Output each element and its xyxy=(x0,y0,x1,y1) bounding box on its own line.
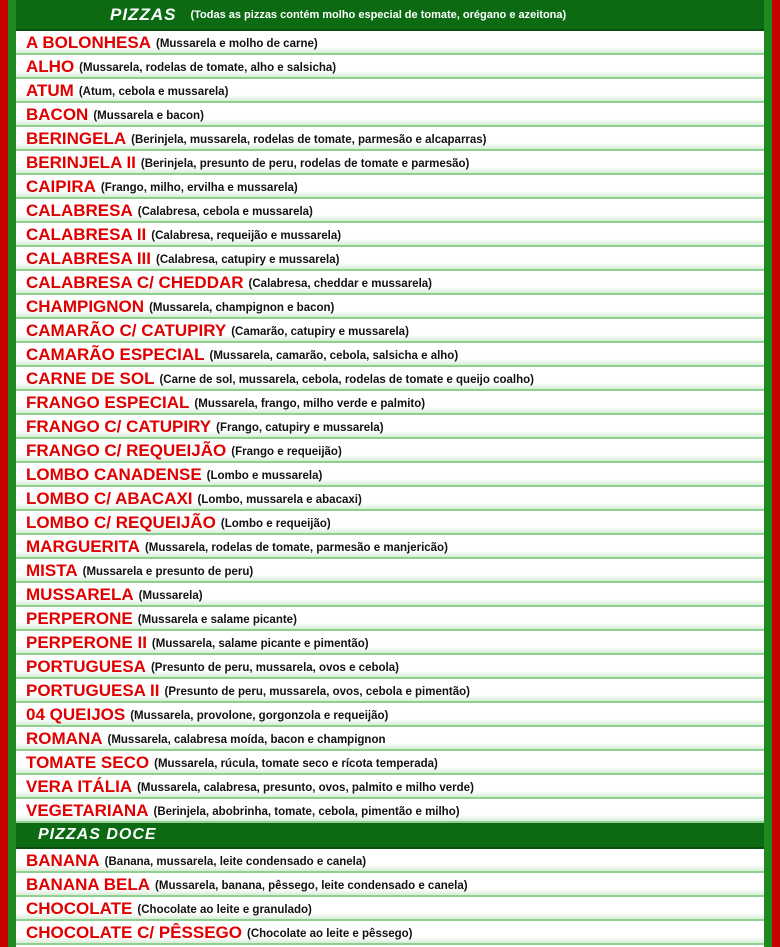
item-description: (Chocolate ao leite e granulado) xyxy=(137,904,312,916)
item-description: (Mussarela, salame picante e pimentão) xyxy=(151,638,369,650)
item-description: (Presunto de peru, mussarela, ovos e cebola) xyxy=(150,662,399,674)
menu-item xyxy=(16,465,764,487)
item-name: FRANGO C/ REQUEIJÃO xyxy=(26,441,227,460)
pizzas-header xyxy=(16,0,764,31)
item-description: (Frango, catupiry e mussarela) xyxy=(216,422,384,434)
item-description: (Mussarela e bacon) xyxy=(93,110,204,122)
menu-item xyxy=(16,489,764,511)
menu-item xyxy=(16,729,764,751)
item-name: VERA ITÁLIA xyxy=(26,777,133,796)
menu-item xyxy=(16,441,764,463)
item-description: (Atum, cebola e mussarela) xyxy=(78,86,229,98)
menu-item xyxy=(16,81,764,103)
item-description: (Calabresa, catupiry e mussarela) xyxy=(156,254,340,266)
menu-item xyxy=(16,369,764,391)
menu-item xyxy=(16,321,764,343)
menu-item xyxy=(16,297,764,319)
item-name: LOMBO C/ REQUEIJÃO xyxy=(26,513,216,532)
menu-item xyxy=(16,513,764,535)
item-name: CHOCOLATE C/ PÊSSEGO xyxy=(26,923,242,942)
item-name: ATUM xyxy=(26,81,74,100)
item-description: (Calabresa, requeijão e mussarela) xyxy=(151,230,342,242)
menu-item xyxy=(16,249,764,271)
item-description: (Mussarela, frango, milho verde e palmito) xyxy=(194,398,426,410)
item-name: BERINGELA xyxy=(26,129,127,148)
item-description: (Lombo, mussarela e abacaxi) xyxy=(197,494,362,506)
pizzas-doce-title: PIZZAS DOCE xyxy=(38,826,157,843)
item-name: PERPERONE II xyxy=(26,633,147,652)
item-name: MUSSARELA xyxy=(26,585,134,604)
menu-item xyxy=(16,585,764,607)
item-name: CAMARÃO C/ CATUPIRY xyxy=(26,321,227,340)
menu-item xyxy=(16,777,764,799)
menu-item xyxy=(16,177,764,199)
menu-item xyxy=(16,57,764,79)
menu-item xyxy=(16,393,764,415)
item-name: CALABRESA xyxy=(26,201,133,220)
item-name: FRANGO ESPECIAL xyxy=(26,393,190,412)
item-name: MARGUERITA xyxy=(26,537,140,556)
item-description: (Calabresa, cebola e mussarela) xyxy=(137,206,313,218)
item-name: PERPERONE xyxy=(26,609,133,628)
item-description: (Presunto de peru, mussarela, ovos, cebola e pimentão) xyxy=(164,686,470,698)
item-name: CARNE DE SOL xyxy=(26,369,155,388)
item-name: CHOCOLATE xyxy=(26,899,133,918)
item-description: (Frango e requeijão) xyxy=(231,446,342,458)
menu-item xyxy=(16,153,764,175)
item-name: MISTA xyxy=(26,561,78,580)
item-name: CALABRESA III xyxy=(26,249,151,268)
item-name: A BOLONHESA xyxy=(26,33,151,52)
item-description: (Mussarela, rodelas de tomate, alho e salsicha) xyxy=(79,62,337,74)
menu-item xyxy=(16,537,764,559)
item-description: (Lombo e mussarela) xyxy=(206,470,323,482)
item-description: (Mussarela e presunto de peru) xyxy=(82,566,254,578)
item-description: (Mussarela) xyxy=(138,590,203,602)
menu-item xyxy=(16,33,764,55)
item-description: (Mussarela, rúcula, tomate seco e rícota temperada) xyxy=(154,758,438,770)
item-name: ALHO xyxy=(26,57,75,76)
menu-item xyxy=(16,417,764,439)
menu-item xyxy=(16,201,764,223)
item-name: CAIPIRA xyxy=(26,177,96,196)
item-description: (Mussarela, calabresa moída, bacon e champignon xyxy=(107,734,386,746)
item-description: (Mussarela e salame picante) xyxy=(137,614,297,626)
pizza-menu xyxy=(16,0,764,945)
item-name: TOMATE SECO xyxy=(26,753,150,772)
item-name: ROMANA xyxy=(26,729,103,748)
item-description: (Mussarela, camarão, cebola, salsicha e alho) xyxy=(209,350,459,362)
menu-item xyxy=(16,609,764,631)
pizza-list xyxy=(16,33,764,823)
item-description: (Mussarela, provolone, gorgonzola e requeijão) xyxy=(130,710,389,722)
item-description: (Banana, mussarela, leite condensado e canela) xyxy=(104,856,367,868)
item-name: PORTUGUESA xyxy=(26,657,146,676)
item-name: CAMARÃO ESPECIAL xyxy=(26,345,205,364)
item-description: (Berinjela, abobrinha, tomate, cebola, pimentão e milho) xyxy=(153,806,460,818)
menu-item xyxy=(16,851,764,873)
menu-item xyxy=(16,657,764,679)
menu-item xyxy=(16,705,764,727)
item-description: (Mussarela e molho de carne) xyxy=(156,38,318,50)
item-name: CALABRESA C/ CHEDDAR xyxy=(26,273,244,292)
item-description: (Mussarela, calabresa, presunto, ovos, palmito e milho verde) xyxy=(137,782,474,794)
menu-item xyxy=(16,345,764,367)
item-name: CHAMPIGNON xyxy=(26,297,145,316)
item-name: CALABRESA II xyxy=(26,225,147,244)
item-description: (Chocolate ao leite e pêssego) xyxy=(247,928,413,940)
item-name: LOMBO CANADENSE xyxy=(26,465,202,484)
item-description: (Berinjela, mussarela, rodelas de tomate, parmesão e alcaparras) xyxy=(131,134,487,146)
item-name: BANANA xyxy=(26,851,100,870)
menu-item xyxy=(16,801,764,823)
item-name: LOMBO C/ ABACAXI xyxy=(26,489,193,508)
item-name: 04 QUEIJOS xyxy=(26,705,126,724)
item-name: VEGETARIANA xyxy=(26,801,149,820)
pizzas-doce-header xyxy=(16,823,764,849)
item-description: (Calabresa, cheddar e mussarela) xyxy=(248,278,432,290)
menu-item xyxy=(16,899,764,921)
item-name: BACON xyxy=(26,105,89,124)
menu-item xyxy=(16,753,764,775)
item-description: (Lombo e requeijão) xyxy=(220,518,331,530)
menu-item xyxy=(16,561,764,583)
menu-item xyxy=(16,875,764,897)
item-description: (Mussarela, rodelas de tomate, parmesão e manjericão) xyxy=(144,542,448,554)
menu-item xyxy=(16,225,764,247)
item-description: (Berinjela, presunto de peru, rodelas de tomate e parmesão) xyxy=(140,158,470,170)
menu-item xyxy=(16,105,764,127)
item-description: (Mussarela, champignon e bacon) xyxy=(149,302,335,314)
item-description: (Mussarela, banana, pêssego, leite condensado e canela) xyxy=(155,880,468,892)
pizzas-note: (Todas as pizzas contém molho especial de tomate, orégano e azeitona) xyxy=(190,8,567,21)
menu-item xyxy=(16,681,764,703)
item-description: (Camarão, catupiry e mussarela) xyxy=(231,326,409,338)
pizza-doce-list xyxy=(16,851,764,945)
item-description: (Frango, milho, ervilha e mussarela) xyxy=(100,182,298,194)
item-name: PORTUGUESA II xyxy=(26,681,160,700)
item-name: FRANGO C/ CATUPIRY xyxy=(26,417,212,436)
item-description: (Carne de sol, mussarela, cebola, rodelas de tomate e queijo coalho) xyxy=(159,374,534,386)
menu-item xyxy=(16,633,764,655)
pizzas-title: PIZZAS xyxy=(110,4,177,24)
menu-item xyxy=(16,129,764,151)
menu-item xyxy=(16,923,764,945)
item-name: BANANA BELA xyxy=(26,875,151,894)
menu-item xyxy=(16,273,764,295)
item-name: BERINJELA II xyxy=(26,153,136,172)
